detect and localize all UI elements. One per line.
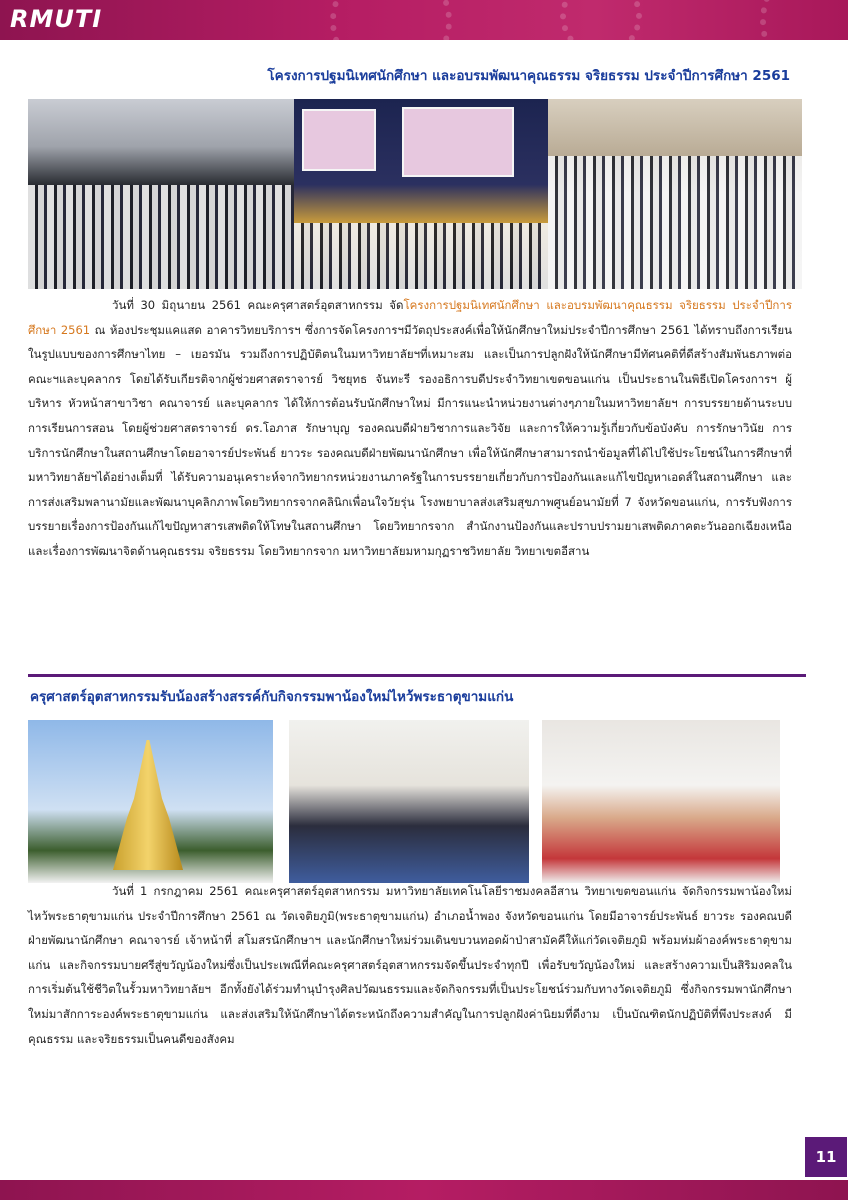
rmuti-logo: RMUTI [10,5,103,33]
gear-decoration-icon [560,0,642,40]
section1-paragraph-lead: วันที่ 30 มิถุนายน 2561 คณะครุศาสตร์อุตสาหกรรม จัด [112,298,404,312]
section2-photo-row [28,720,780,883]
page-number: 11 [805,1137,847,1177]
orientation-photo-stage [294,99,548,289]
section-divider [28,674,806,677]
gear-decoration-icon [330,0,452,40]
orientation-photo-students [548,99,802,289]
header-bar [0,0,848,40]
baisri-ritual-photo [542,720,780,883]
section1-paragraph-highlight: โครงการปฐมนิเทศนักศึกษา และอบรมพัฒนาคุณธรรม จริยธรรม ประจำปีการศึกษา 2561 [28,298,793,337]
gear-decoration-icon [760,0,848,40]
section2-paragraph-text: วันที่ 1 กรกฎาคม 2561 คณะครุศาสตร์อุตสาหกรรม มหาวิทยาลัยเทคโนโลยีราชมงคลอีสาน วิทยาเขตขอนแก่น จัดกิจกรรมพาน้องใหม่ไหว้พระธาตุขามแก่น ประจำปีการศึกษา 2561 ณ วัดเจติยภูมิ(พระธาตุขามแก่น) อำเภอน้ำพอง จังหวัดขอนแก่น โดยมีอาจารย์ประพันธ์ ยาวระ รองคณบดีฝ่ายพัฒนานักศึกษา คณาจารย์ เจ้าหน้าที่ สโมสรนักศึกษาฯ และนักศึกษาใหม่ร่วมเดินขบวนทอดผ้าป่าสามัคคีให้แก่วัดเจติยภูมิ พร้อมห่มผ้าองค์พระธาตุขามแก่น และกิจกรรมบายศรีสู่ขวัญน้องใหม่ซึ่งเป็นประเพณีที่คณะครุศาสตร์อุตสาหกรรมจัดขึ้นประจำทุกปี เพื่อรับขวัญน้องใหม่ และสร้างความเป็นสิริมงคลในการเริ่มต้นใช้ชีวิตในรั้วมหาวิทยาลัยฯ อีกทั้งยังได้ร่วมทำนุบำรุงศิลปวัฒนธรรมและจัดกิจกรรมที่เป็นประโยชน์ร่วมกับทางวัดเจติยภูมิ ซึ่งกิจกรรมพานักศึกษาใหม่มาสักการะองค์พระธาตุขามแก่น และส่งเสริมให้นักศึกษาได้ตระหนักถึงความสำคัญในการปลูกฝังค่านิยมที่ดีงาม เป็นบัณฑิตนักปฏิบัติที่พึงประสงค์ มีคุณธรรม และจริยธรรมเป็นคนดีของสังคม [28,884,792,1046]
section2-title: ครุศาสตร์อุตสาหกรรมรับน้องสร้างสรรค์กับกิจกรรมพาน้องใหม่ไหว้พระธาตุขามแก่น [30,689,514,705]
orientation-photo-officials [28,99,294,289]
section2-paragraph [28,879,792,1051]
section1-paragraph-rest: ณ ห้องประชุมแคแสด อาคารวิทยบริการฯ ซึ่งการจัดโครงการฯมีวัตถุประสงค์เพื่อให้นักศึกษาใหม่ประจำปีการศึกษา 2561 ได้ทราบถึงการเรียนในรูปแบบของการศึกษาไทย – เยอรมัน รวมถึงการปฏิบัติตนในมหาวิทยาลัยฯที่เหมาะสม และเป็นการปลูกฝังให้นักศึกษามีทัศนคติที่ดีสร้างสัมพันธภาพต่อคณะฯและบุคลากร โดยได้รับเกียรติจากผู้ช่วยศาสตราจารย์ วิชยุทธ จันทะรี รองอธิการบดีประจำวิทยาเขตขอนแก่น เป็นประธานในพิธีเปิดโครงการฯ ผู้บริหาร หัวหน้าสาขาวิชา คณาจารย์ และบุคลากร ได้ให้การต้อนรับนักศึกษาใหม่ มีการแนะนำหน่วยงานต่างๆภายในมหาวิทยาลัยฯ การบรรยายด้านระบบการเรียนการสอน โดยผู้ช่วยศาสตราจารย์ ดร.โอภาส รักษาบุญ รองคณบดีฝ่ายวิชาการและวิจัย และการให้ความรู้เกี่ยวกับข้อบังคับ การรักษาวินัย การบริการนักศึกษาในสถานศึกษาโดยอาจารย์ประพันธ์ ยาวระ รองคณบดีฝ่ายพัฒนานักศึกษา เพื่อให้นักศึกษาสามารถนำข้อมูลที่ได้ไปใช้ประโยชน์ในการศึกษาที่มหาวิทยาลัยฯได้อย่างเต็มที่ ได้รับความอนุเคราะห์จากวิทยากรหน่วยงานภาครัฐในการบรรยายเกี่ยวกับการป้องกันและแก้ไขปัญหาเอดส์ในสถานศึกษา และการส่งเสริมพลานามัยและพัฒนาบุคลิกภาพโดยวิทยากรจากคลินิกเพื่อนใจวัยรุ่น โรงพยาบาลส่งเสริมสุขภาพศูนย์อนามัยที่ 7 จังหวัดขอนแก่น, การรับฟังการบรรยายเรื่องการป้องกันแก้ไขปัญหาสารเสพติดให้โทษในสถานศึกษา โดยวิทยากรจาก สำนักงานป้องกันและปราบปรามยาเสพติดภาคตะวันออกเฉียงเหนือ และเรื่องการพัฒนาจิตด้านคุณธรรม จริยธรรม โดยวิทยากรจาก มหาวิทยาลัยมหามกุฏราชวิทยาลัย วิทยาเขตอีสาน [28,322,792,558]
stupa-photo [28,720,273,883]
section1-paragraph [28,293,792,564]
ceremony-photo [289,720,529,883]
footer-bar [0,1180,848,1200]
section1-title: โครงการปฐมนิเทศนักศึกษา และอบรมพัฒนาคุณธรรม จริยธรรม ประจำปีการศึกษา 2561 [267,68,790,84]
section1-photo-strip [28,99,802,289]
